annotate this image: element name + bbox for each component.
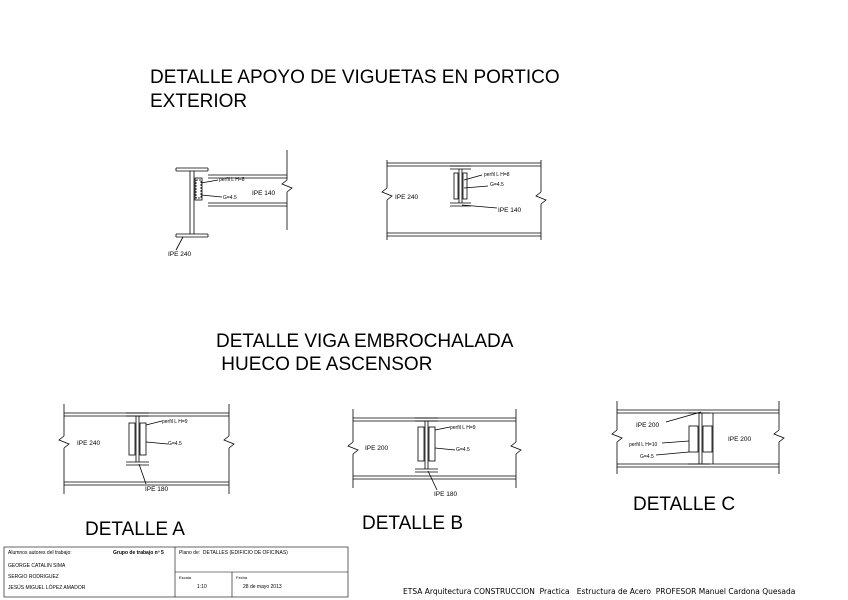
caption-detalle-b: DETALLE B: [362, 513, 464, 534]
title-section1-line2: EXTERIOR: [150, 91, 248, 112]
d1r-g-label: G=4.5: [490, 182, 504, 188]
tb-scale-label: Escala: [179, 575, 192, 580]
d1r-perfil-label: perfil L H=8: [484, 172, 510, 178]
d1l-g-label: G=4.5: [223, 195, 237, 201]
title-section2-line2: HUECO DE ASCENSOR: [216, 354, 433, 375]
dc-g-label: G=4.5: [640, 454, 654, 460]
tb-date-label: Fecha: [236, 575, 248, 580]
da-ipe240-label: IPE 240: [77, 440, 101, 447]
dc-perfil-label: perfil L H=10: [629, 442, 658, 448]
db-ipe200-label: IPE 200: [365, 445, 389, 452]
tb-student3: JESÚS MIGUEL LÓPEZ AMADOR: [8, 585, 86, 591]
caption-detalle-c: DETALLE C: [633, 494, 736, 515]
tb-authors-label: Alumnos autores del trabajo:: [8, 550, 72, 556]
d1r-ipe240-label: IPE 240: [395, 194, 419, 201]
d1l-ipe140-label: IPE 140: [252, 190, 276, 197]
da-perfil-label: perfil L H=9: [162, 419, 188, 425]
tb-group: Grupo de trabajo nº 5: [113, 550, 164, 556]
tb-date-value: 28 de mayo 2013: [243, 584, 282, 590]
title-section2-line1: DETALLE VIGA EMBROCHALADA: [216, 331, 514, 352]
d1l-ipe240-label: IPE 240: [168, 251, 192, 258]
detail-a-drawing: [59, 404, 234, 494]
footer-caption: ETSA Arquitectura CONSTRUCCION Practica Estructura de Acero PROFESOR Manuel Cardona Quesada: [403, 587, 796, 596]
db-ipe180-label: IPE 180: [434, 491, 458, 498]
tb-student1: GEORGE CATALIN SIMA: [8, 563, 66, 569]
d1l-perfil-label: perfil L H=8: [219, 177, 245, 183]
title-section1-line1: DETALLE APOYO DE VIGUETAS EN PORTICO: [150, 67, 560, 88]
tb-plan-label: Plano de: DETALLES (EDIFICIO DE OFICINAS): [179, 550, 288, 556]
caption-detalle-a: DETALLE A: [85, 519, 185, 540]
detail-c-drawing: [612, 401, 784, 474]
tb-student2: SERGIO RODRIGUEZ: [8, 574, 59, 580]
d1r-ipe140-label: IPE 140: [498, 207, 522, 214]
dc-ipe200-top-label: IPE 200: [636, 422, 660, 429]
dc-ipe200-right-label: IPE 200: [728, 436, 752, 443]
db-g-label: G=4.5: [456, 447, 470, 453]
da-g-label: G=4.5: [168, 441, 182, 447]
da-ipe180-label: IPE 180: [145, 486, 169, 493]
db-perfil-label: perfil L H=9: [450, 425, 476, 431]
tb-scale-value: 1:10: [197, 584, 207, 590]
